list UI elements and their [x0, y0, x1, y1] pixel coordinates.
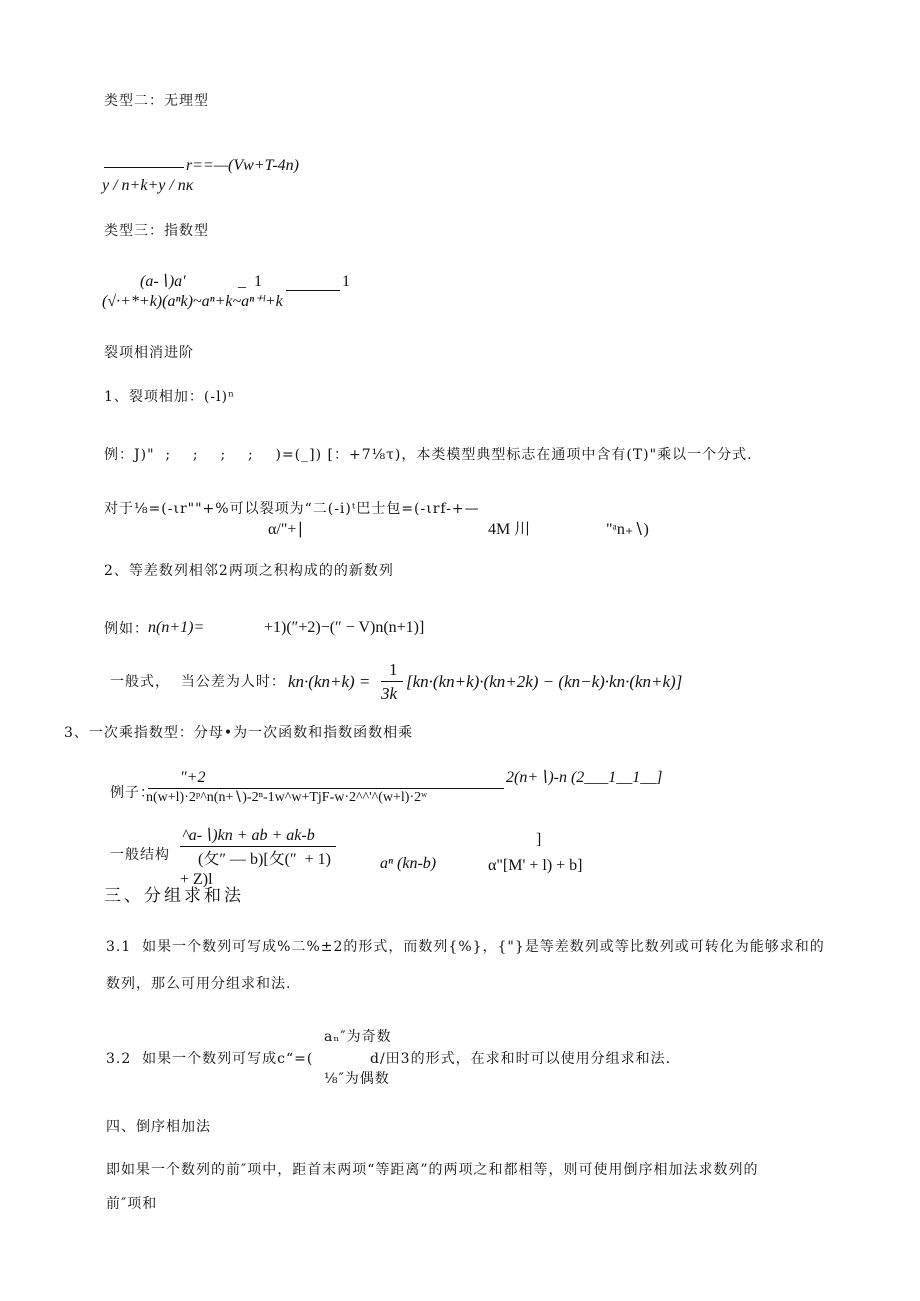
type3-denominator: (√·+*+k)(aⁿk)~aⁿ+k~aⁿ⁺ˡ+k: [102, 293, 283, 310]
advanced-item-1: 1、裂项相加：(-l)ⁿ: [104, 389, 236, 405]
example-1: 例：J)" ; ; ; ; )=(_]) [：+7⅛τ)，本类模型典型标志在通项中含有(T)"乘以一个分式.: [104, 447, 753, 463]
para-3-2-main: 3.2 如果一个数列可写成c“=(: [106, 1051, 314, 1067]
general-frac-num: 1: [389, 660, 398, 679]
struct-middle: aⁿ (kn-b): [380, 855, 437, 872]
struct-fraction-bar: [180, 846, 336, 847]
section-4-heading: 四、倒序相加法: [106, 1119, 211, 1135]
struct-denominator-b: + Z)l: [180, 871, 213, 888]
section-4-line-1: 即如果一个数列的前″项中，距首末两项“等距离”的两项之和都相等，则可使用倒序相加法求数列的: [106, 1162, 759, 1178]
section-3-heading: 三、分组求和法: [104, 886, 244, 906]
para-3-2-even-case: ⅛″为偶数: [324, 1071, 390, 1087]
example-3-bottom: n(w+l)·2ᵖ^n(n+∖)-2ⁿ-1w^w+TjF-w·2^^'^(w+l)·2ʷ: [146, 790, 428, 805]
type2-heading: 类型二：无理型: [104, 93, 209, 109]
general-label: 一般式， 当公差为人时：: [110, 674, 286, 690]
example-2-lhs: n(n+1)=: [148, 619, 205, 636]
example-2-rhs: +1)(″+2)−(″ − V)n(n+1)]: [264, 619, 425, 636]
struct-numerator: ^a-∖)kn + ab + ak-b: [182, 827, 315, 844]
advanced-heading: 裂项相消进阶: [104, 345, 194, 361]
advanced-item-2: 2、等差数列相邻2两项之积构成的的新数列: [104, 563, 394, 579]
for-sub-a: α/"+∣: [268, 521, 305, 538]
type3-fraction-bar: [286, 290, 340, 291]
example-3-label: 例子：: [110, 785, 155, 801]
for-line: 对于⅛=(-ιr""+%可以裂项为“二(-i)ᵗ巴士包=(-ιrf-+—: [104, 501, 480, 517]
example-2-label: 例如：: [104, 621, 149, 637]
type2-formula-top: r==—(Vw+T-4n): [186, 157, 299, 174]
general-lhs: kn·(kn+k) =: [288, 672, 371, 691]
para-3-1-line-2: 数列，那么可用分组求和法.: [106, 976, 292, 992]
para-3-2-middle: d/田3的形式，在求和时可以使用分组求和法.: [370, 1051, 672, 1067]
example-3-top-right: 2(n+∖)-n (2___1__1__]: [506, 769, 663, 786]
type3-numerator-mid: _ 1: [238, 273, 262, 290]
for-sub-b: 4M 川: [488, 521, 531, 538]
for-sub-c: "ᵃn₊∖): [606, 521, 649, 538]
example-3-top-left: ″+2: [180, 769, 206, 786]
type2-formula-bottom: y / n+k+y / nκ: [102, 177, 194, 194]
general-frac-den: 3k: [381, 684, 398, 703]
type3-numerator: (a-∖)a′: [140, 273, 186, 290]
para-3-1-line-1: 3.1 如果一个数列可写成%二%±2的形式，而数列{%}，{"}是等差数列或等比数列或可转化为能够求和的: [106, 939, 825, 955]
para-3-2-odd-case: aₙ″为奇数: [324, 1029, 392, 1045]
example-3-fraction-bar: [148, 788, 504, 789]
type3-numerator-right: 1: [342, 273, 350, 290]
section-4-line-2: 前″项和: [106, 1196, 158, 1212]
general-rhs: [kn·(kn+k)·(kn+2k) − (kn−k)·kn·(kn+k)]: [406, 672, 683, 691]
struct-right: α"[M' + l) + b]: [488, 857, 583, 874]
type3-heading: 类型三：指数型: [104, 223, 209, 239]
advanced-item-3: 3、一次乘指数型：分母•为一次函数和指数函数相乘: [64, 725, 414, 741]
struct-label: 一般结构: [110, 847, 170, 863]
type2-fraction-bar: [104, 167, 184, 168]
struct-denominator-a: (攵″ — b)[攵(″ + 1): [198, 851, 331, 868]
struct-right-top: ]: [536, 831, 542, 848]
general-frac-bar: [381, 681, 403, 682]
